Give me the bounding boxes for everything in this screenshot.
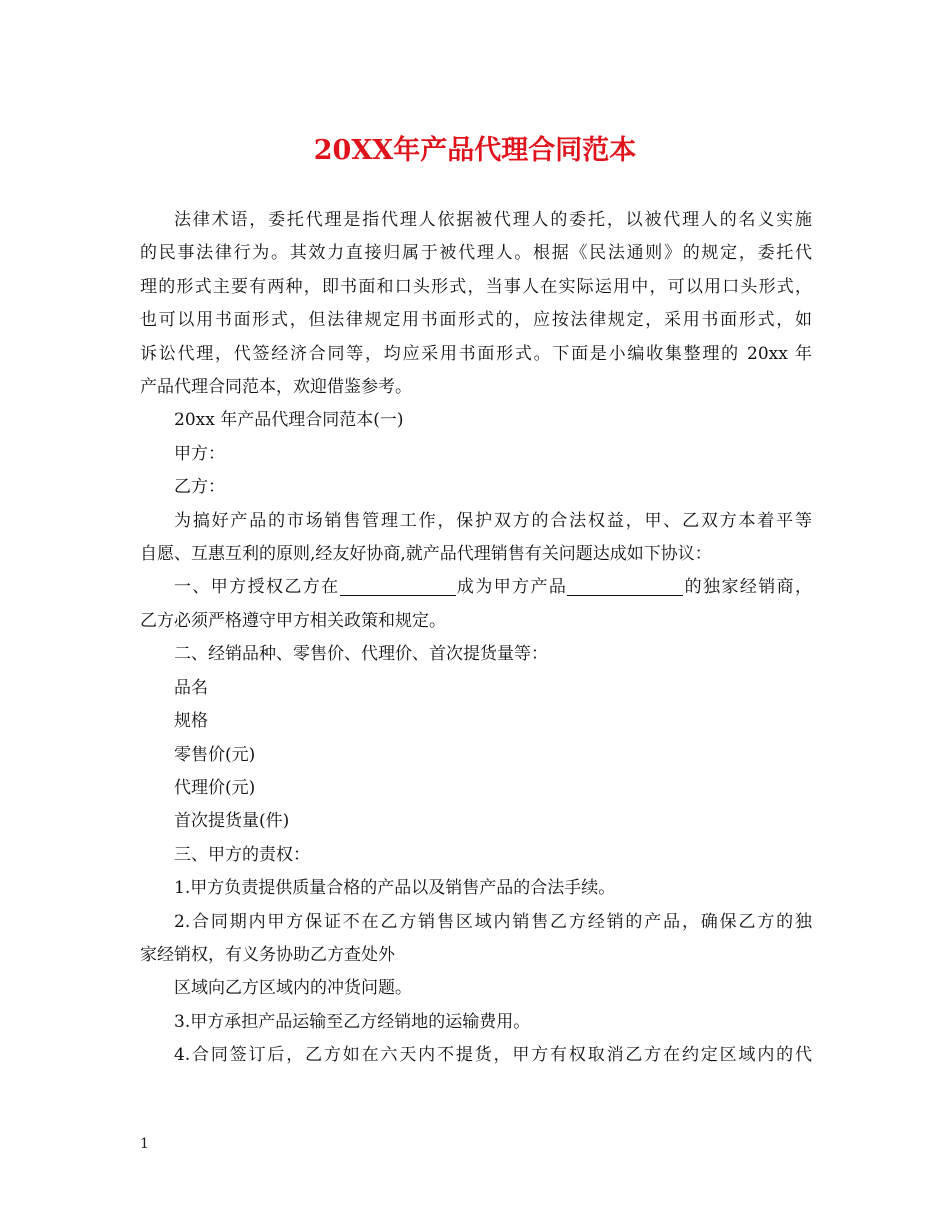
blank-product-field: [567, 577, 683, 596]
clause-2-heading: 二、经销品种、零售价、代理价、首次提货量等：: [174, 644, 548, 665]
clause-1-text: 成为甲方产品: [455, 577, 568, 598]
field-spec: 规格: [174, 711, 208, 732]
party-b-label: 乙方：: [174, 477, 225, 498]
intro-line: 的民事法律行为。其效力直接归属于被代理人。根据《民法通则》的规定，委托代: [140, 243, 812, 264]
document-body: [140, 204, 812, 1073]
field-retail-price: 零售价(元): [174, 744, 256, 765]
intro-line: 也可以用书面形式，但法律规定用书面形式的，应按法律规定，采用书面形式，如: [140, 310, 812, 331]
field-first-order-qty: 首次提货量(件): [174, 811, 290, 832]
clause-3-item-4: [140, 1039, 812, 1072]
intro-line: 法律术语，委托代理是指代理人依据被代理人的委托，以被代理人的名义实施: [174, 210, 812, 230]
clause-1: [140, 571, 812, 638]
item-2-line: 2.合同期内甲方保证不在乙方销售区域内销售乙方经销的产品，确保乙方的独: [174, 911, 812, 932]
preamble-line: 为搞好产品的市场销售管理工作，保护双方的合法权益，甲、乙双方本着平等: [174, 510, 812, 531]
field-product-name: 品名: [174, 677, 208, 698]
clause-1-text: 一、甲方授权乙方在: [174, 577, 340, 598]
clause-1-line: [140, 571, 812, 604]
page-number: 1: [140, 1136, 149, 1152]
intro-paragraph: [140, 204, 812, 404]
intro-line: 诉讼代理，代签经济合同等，均应采用书面形式。下面是小编收集整理的 20xx 年: [140, 343, 812, 364]
preamble-line: 自愿、互惠互利的原则,经友好协商,就产品代理销售有关问题达成如下协议：: [140, 544, 712, 565]
blank-region-field: [340, 577, 456, 596]
clause-1-text: 的独家经销商，: [683, 577, 812, 598]
clause-3-item-2: [140, 906, 812, 973]
preamble-paragraph: [140, 505, 812, 572]
intro-line: 产品代理合同范本，欢迎借鉴参考。: [140, 377, 412, 398]
item-4-line: 4.合同签订后，乙方如在六天内不提货，甲方有权取消乙方在约定区域内的代: [174, 1045, 812, 1066]
clause-1-line: 乙方必须严格遵守甲方相关政策和规定。: [140, 610, 446, 631]
intro-line: 理的形式主要有两种，即书面和口头形式，当事人在实际运用中，可以用口头形式，: [140, 276, 812, 297]
item-2-continuation: 区域向乙方区域内的冲货问题。: [174, 978, 412, 999]
clause-3-item-1: 1.甲方负责提供质量合格的产品以及销售产品的合法手续。: [174, 878, 616, 899]
section-heading: 20xx 年产品代理合同范本(一): [174, 410, 404, 431]
field-agent-price: 代理价(元): [174, 777, 256, 798]
clause-3-heading: 三、甲方的责权：: [174, 844, 310, 865]
clause-3-item-3: 3.甲方承担产品运输至乙方经销地的运输费用。: [174, 1011, 531, 1032]
document-title: 20XX年产品代理合同范本: [313, 135, 637, 166]
party-a-label: 甲方：: [174, 443, 225, 464]
item-2-line: 家经销权，有义务协助乙方查处外: [140, 944, 395, 965]
